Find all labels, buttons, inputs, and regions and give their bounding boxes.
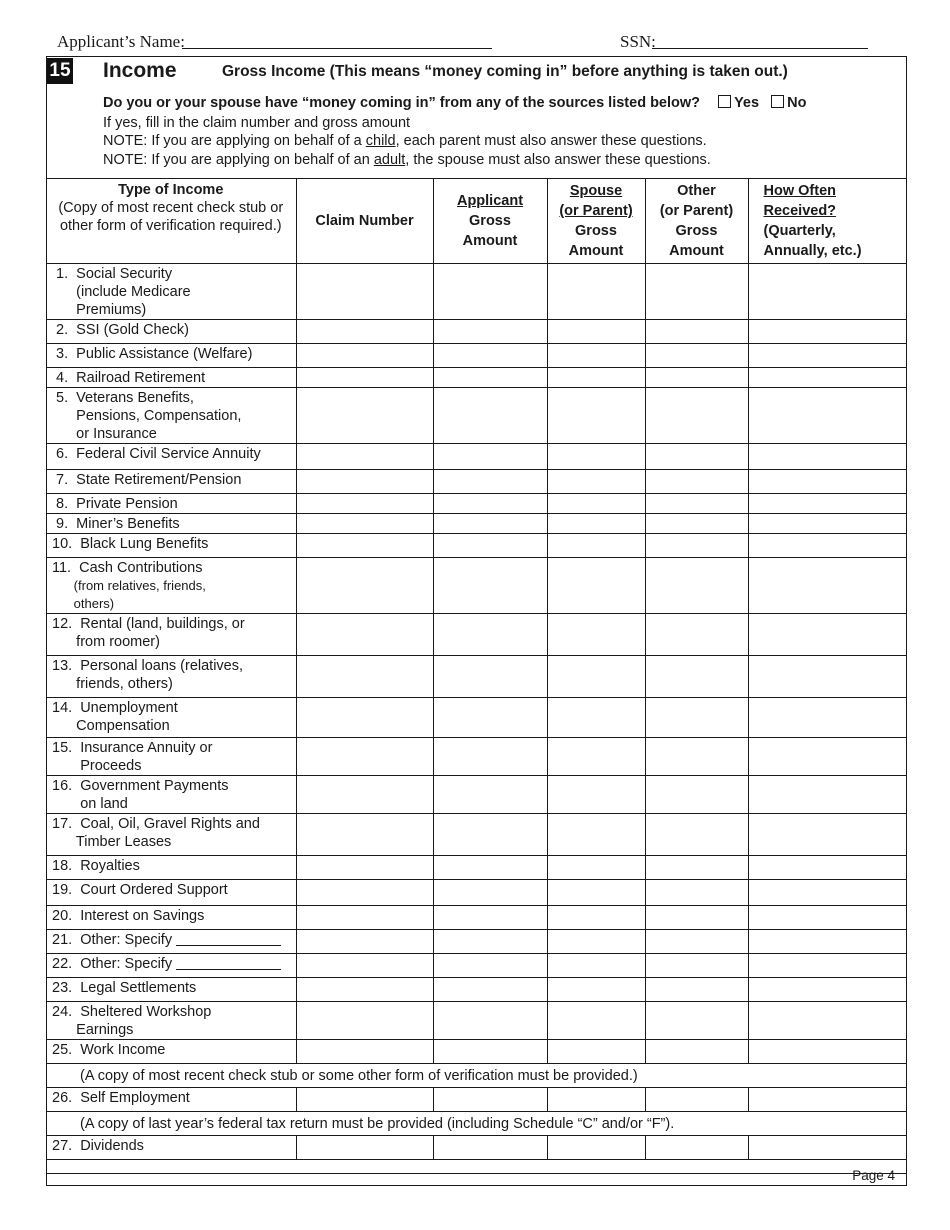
cell-spouse-amount[interactable] <box>547 930 645 954</box>
cell-spouse-amount[interactable] <box>547 368 645 388</box>
cell-applicant-amount[interactable] <box>433 930 547 954</box>
income-type-text: 15. Insurance Annuity or Proceeds <box>52 740 213 774</box>
cell-applicant-amount[interactable] <box>433 1002 547 1040</box>
cell-claim-number[interactable] <box>296 738 433 776</box>
cell-applicant-amount[interactable] <box>433 776 547 814</box>
note-adult <box>103 152 711 168</box>
table-row <box>46 856 907 880</box>
cell-applicant-amount[interactable] <box>433 344 547 368</box>
table-header-row <box>46 179 907 264</box>
cell-spouse-amount[interactable] <box>547 558 645 614</box>
cell-claim-number[interactable] <box>296 1002 433 1040</box>
cell-spouse-amount[interactable] <box>547 1002 645 1040</box>
specify-field[interactable] <box>176 931 281 946</box>
cell-applicant-amount[interactable] <box>433 264 547 320</box>
cell-other-amount[interactable] <box>645 978 748 1002</box>
cell-applicant-amount[interactable] <box>433 856 547 880</box>
cell-other-amount[interactable] <box>645 738 748 776</box>
table-row <box>46 930 907 954</box>
cell-applicant-amount[interactable] <box>433 814 547 856</box>
table-row <box>46 494 907 514</box>
cell-other-amount[interactable] <box>645 368 748 388</box>
header-applicant-l2: Gross <box>469 213 511 229</box>
cell-how-often[interactable] <box>748 320 907 344</box>
cell-spouse-amount[interactable] <box>547 738 645 776</box>
income-type-text: 10. Black Lung Benefits <box>52 536 209 552</box>
income-type-label <box>46 906 296 930</box>
cell-spouse-amount[interactable] <box>547 954 645 978</box>
cell-spouse-amount[interactable] <box>547 1040 645 1064</box>
section-title: Income <box>103 59 177 82</box>
cell-spouse-amount[interactable] <box>547 814 645 856</box>
table-row <box>46 344 907 368</box>
table-row <box>46 470 907 494</box>
cell-how-often[interactable] <box>748 880 907 906</box>
income-type-label <box>46 558 296 614</box>
cell-spouse-amount[interactable] <box>547 320 645 344</box>
cell-how-often[interactable] <box>748 1136 907 1160</box>
table-row <box>46 880 907 906</box>
self-employment-note <box>46 1112 907 1136</box>
cell-how-often[interactable] <box>748 954 907 978</box>
instruction-text: If yes, fill in the claim number and gross amount <box>103 115 411 131</box>
income-type-text: 5. Veterans Benefits, Pensions, Compensation, or Insurance <box>56 390 242 442</box>
cell-how-often[interactable] <box>748 534 907 558</box>
cell-spouse-amount[interactable] <box>547 470 645 494</box>
income-type-text: 24. Sheltered Workshop Earnings <box>52 1004 212 1038</box>
income-type-text: 6. Federal Civil Service Annuity <box>52 446 261 462</box>
cell-claim-number[interactable] <box>296 388 433 444</box>
income-type-label <box>46 388 296 444</box>
cell-other-amount[interactable] <box>645 614 748 656</box>
cell-other-amount[interactable] <box>645 534 748 558</box>
cell-other-amount[interactable] <box>645 494 748 514</box>
cell-applicant-amount[interactable] <box>433 1136 547 1160</box>
income-type-label <box>46 880 296 906</box>
table-row <box>46 264 907 320</box>
income-type-text: 11. Cash Contributions <box>52 560 203 576</box>
note-child-prefix: NOTE: If you are applying on behalf of a <box>103 133 366 149</box>
income-type-text: 25. Work Income <box>52 1042 166 1058</box>
header-often-l2: Received? <box>763 203 837 219</box>
cell-applicant-amount[interactable] <box>433 656 547 698</box>
income-type-text: 4. Railroad Retirement <box>52 370 206 386</box>
applicant-name-field[interactable] <box>182 48 492 49</box>
cell-spouse-amount[interactable] <box>547 906 645 930</box>
cell-how-often[interactable] <box>748 1040 907 1064</box>
cell-spouse-amount[interactable] <box>547 978 645 1002</box>
table-row <box>46 954 907 978</box>
income-type-label <box>46 470 296 494</box>
income-type-label <box>46 1002 296 1040</box>
cell-claim-number[interactable] <box>296 698 433 738</box>
income-type-label <box>46 856 296 880</box>
cell-other-amount[interactable] <box>645 698 748 738</box>
header-applicant-l3: Amount <box>462 233 518 249</box>
income-type-label <box>46 320 296 344</box>
table-row <box>46 1040 907 1064</box>
cell-claim-number[interactable] <box>296 264 433 320</box>
cell-applicant-amount[interactable] <box>433 388 547 444</box>
cell-spouse-amount[interactable] <box>547 534 645 558</box>
income-type-text: 20. Interest on Savings <box>52 908 205 924</box>
cell-claim-number[interactable] <box>296 320 433 344</box>
cell-other-amount[interactable] <box>645 880 748 906</box>
cell-applicant-amount[interactable] <box>433 906 547 930</box>
ssn-field[interactable] <box>652 48 868 49</box>
cell-applicant-amount[interactable] <box>433 738 547 776</box>
cell-applicant-amount[interactable] <box>433 954 547 978</box>
income-type-label <box>46 344 296 368</box>
table-row <box>46 906 907 930</box>
section-number: 15 <box>47 58 73 84</box>
table-row <box>46 698 907 738</box>
cell-claim-number[interactable] <box>296 368 433 388</box>
header-type-title: Type of Income <box>118 182 224 198</box>
header-other <box>645 179 748 264</box>
income-type-label: 27. Dividends <box>46 1136 296 1160</box>
table-row <box>46 388 907 444</box>
cell-how-often[interactable] <box>748 1088 907 1112</box>
cell-applicant-amount[interactable] <box>433 514 547 534</box>
cell-applicant-amount[interactable] <box>433 978 547 1002</box>
cell-other-amount[interactable] <box>645 656 748 698</box>
table-row <box>46 558 907 614</box>
income-type-label <box>46 656 296 698</box>
note-child <box>103 133 707 149</box>
cell-applicant-amount[interactable] <box>433 1088 547 1112</box>
cell-claim-number[interactable] <box>296 1040 433 1064</box>
cell-spouse-amount[interactable] <box>547 494 645 514</box>
cell-claim-number[interactable] <box>296 470 433 494</box>
cell-claim-number[interactable] <box>296 776 433 814</box>
cell-other-amount[interactable] <box>645 264 748 320</box>
yes-checkbox[interactable] <box>718 95 731 108</box>
income-type-text: 9. Miner’s Benefits <box>52 516 180 532</box>
no-checkbox[interactable] <box>771 95 784 108</box>
section-subtitle: Gross Income (This means “money coming in” before anything is taken out.) <box>222 63 788 80</box>
cell-applicant-amount[interactable] <box>433 320 547 344</box>
cell-applicant-amount[interactable] <box>433 368 547 388</box>
cell-applicant-amount[interactable] <box>433 614 547 656</box>
cell-spouse-amount[interactable] <box>547 388 645 444</box>
cell-other-amount[interactable] <box>645 856 748 880</box>
header-other-l4: Amount <box>669 243 724 259</box>
header-other-l1: Other <box>677 183 716 199</box>
cell-applicant-amount[interactable] <box>433 534 547 558</box>
table-row <box>46 814 907 856</box>
table-row <box>46 320 907 344</box>
cell-spouse-amount[interactable] <box>547 776 645 814</box>
income-type-text: 3. Public Assistance (Welfare) <box>52 346 253 362</box>
no-label: No <box>787 95 807 111</box>
cell-how-often[interactable] <box>748 930 907 954</box>
ssn-label: SSN: <box>620 32 656 51</box>
income-type-text: 23. Legal Settlements <box>52 980 197 996</box>
header-spouse-l3: Gross <box>575 223 617 239</box>
note-child-word: child <box>365 133 396 149</box>
income-question-text: Do you or your spouse have “money coming in” from any of the sources listed below? <box>103 95 701 111</box>
cell-applicant-amount[interactable] <box>433 494 547 514</box>
cell-claim-number[interactable] <box>296 814 433 856</box>
cell-how-often[interactable] <box>748 558 907 614</box>
cell-other-amount[interactable] <box>645 558 748 614</box>
cell-spouse-amount[interactable] <box>547 856 645 880</box>
income-type-label <box>46 534 296 558</box>
cell-other-amount[interactable] <box>645 514 748 534</box>
cell-other-amount[interactable] <box>645 776 748 814</box>
header-applicant <box>433 179 547 264</box>
cell-claim-number[interactable] <box>296 614 433 656</box>
income-type-subtext: (from relatives, friends, others) <box>73 578 206 611</box>
cell-applicant-amount[interactable] <box>433 880 547 906</box>
note-adult-prefix: NOTE: If you are applying on behalf of an <box>103 152 374 168</box>
income-type-label <box>46 514 296 534</box>
cell-other-amount[interactable] <box>645 1040 748 1064</box>
table-footer-cell <box>46 1160 907 1174</box>
cell-how-often[interactable] <box>748 738 907 776</box>
income-type-text: 1. Social Security (include Medicare Premiums) <box>56 266 191 318</box>
cell-spouse-amount[interactable] <box>547 1136 645 1160</box>
cell-how-often[interactable] <box>748 444 907 470</box>
table-row <box>46 534 907 558</box>
header-claim-number: Claim Number <box>296 179 433 264</box>
income-type-label <box>46 264 296 320</box>
income-type-text: 14. Unemployment Compensation <box>52 700 178 734</box>
header-spouse-l4: Amount <box>568 243 624 259</box>
cell-applicant-amount[interactable] <box>433 1040 547 1064</box>
income-table <box>46 178 907 1174</box>
income-question <box>103 95 806 111</box>
table-row <box>46 978 907 1002</box>
cell-other-amount[interactable] <box>645 320 748 344</box>
cell-claim-number[interactable] <box>296 656 433 698</box>
cell-claim-number[interactable] <box>296 558 433 614</box>
cell-how-often[interactable] <box>748 978 907 1002</box>
cell-claim-number[interactable] <box>296 930 433 954</box>
cell-how-often[interactable] <box>748 344 907 368</box>
header-other-l3: Gross <box>675 223 718 239</box>
header-spouse-l1: Spouse <box>569 183 623 199</box>
cell-claim-number[interactable] <box>296 856 433 880</box>
cell-claim-number[interactable] <box>296 1136 433 1160</box>
income-type-text: 16. Government Payments on land <box>52 778 229 812</box>
note-child-suffix: , each parent must also answer these questions. <box>395 133 707 149</box>
cell-spouse-amount[interactable] <box>547 264 645 320</box>
cell-applicant-amount[interactable] <box>433 698 547 738</box>
cell-spouse-amount[interactable] <box>547 514 645 534</box>
table-row <box>46 776 907 814</box>
note-adult-word: adult <box>373 152 406 168</box>
yes-label: Yes <box>734 95 760 111</box>
income-type-text: 2. SSI (Gold Check) <box>52 322 189 338</box>
cell-claim-number[interactable] <box>296 978 433 1002</box>
cell-other-amount[interactable] <box>645 1002 748 1040</box>
cell-spouse-amount[interactable] <box>547 614 645 656</box>
income-type-label <box>46 776 296 814</box>
cell-claim-number[interactable] <box>296 906 433 930</box>
income-type-text: 7. State Retirement/Pension <box>52 472 242 488</box>
header-spouse-l2: (or Parent) <box>559 203 633 219</box>
cell-how-often[interactable] <box>748 388 907 444</box>
income-type-text: 8. Private Pension <box>52 496 178 512</box>
cell-other-amount[interactable] <box>645 814 748 856</box>
applicant-header <box>0 30 950 52</box>
self-employment-note-text: (A copy of last year’s federal tax return must be provided (including Schedule “C” and/or “F”). <box>46 1112 907 1136</box>
header-often-l1: How Often <box>763 183 836 199</box>
cell-claim-number[interactable] <box>296 534 433 558</box>
cell-applicant-amount[interactable] <box>433 558 547 614</box>
income-type-label <box>46 698 296 738</box>
table-row <box>46 1088 907 1112</box>
cell-claim-number[interactable] <box>296 344 433 368</box>
table-row <box>46 514 907 534</box>
cell-other-amount[interactable] <box>645 444 748 470</box>
header-often-l3: (Quarterly, <box>763 223 836 239</box>
table-row <box>46 368 907 388</box>
cell-other-amount[interactable] <box>645 470 748 494</box>
cell-spouse-amount[interactable] <box>547 698 645 738</box>
cell-claim-number[interactable] <box>296 444 433 470</box>
cell-other-amount[interactable] <box>645 1088 748 1112</box>
note-adult-suffix: , the spouse must also answer these questions. <box>405 152 711 168</box>
income-type-text: 12. Rental (land, buildings, or from roomer) <box>52 616 245 650</box>
income-type-text: 22. Other: Specify <box>52 956 177 972</box>
cell-spouse-amount[interactable] <box>547 880 645 906</box>
income-type-label: 26. Self Employment <box>46 1088 296 1112</box>
cell-applicant-amount[interactable] <box>433 444 547 470</box>
cell-how-often[interactable] <box>748 776 907 814</box>
header-how-often <box>748 179 907 264</box>
cell-other-amount[interactable] <box>645 344 748 368</box>
cell-other-amount[interactable] <box>645 1136 748 1160</box>
cell-how-often[interactable] <box>748 264 907 320</box>
header-type-of-income <box>46 179 296 264</box>
header-applicant-l1: Applicant <box>456 193 524 209</box>
cell-applicant-amount[interactable] <box>433 470 547 494</box>
cell-claim-number[interactable] <box>296 514 433 534</box>
table-footer-row <box>46 1160 907 1174</box>
cell-claim-number[interactable] <box>296 1088 433 1112</box>
applicant-name-label: Applicant’s Name: <box>57 32 185 51</box>
table-row <box>46 738 907 776</box>
cell-how-often[interactable] <box>748 1002 907 1040</box>
cell-how-often[interactable] <box>748 814 907 856</box>
income-type-label <box>46 614 296 656</box>
income-type-text: 17. Coal, Oil, Gravel Rights and Timber Leases <box>52 816 260 850</box>
income-type-label <box>46 368 296 388</box>
income-type-label <box>46 954 296 978</box>
work-income-note-text: (A copy of most recent check stub or some other form of verification must be provided.) <box>46 1064 907 1088</box>
cell-spouse-amount[interactable] <box>547 656 645 698</box>
income-type-label <box>46 494 296 514</box>
work-income-note <box>46 1064 907 1088</box>
income-type-label <box>46 978 296 1002</box>
header-type-desc: (Copy of most recent check stub or other form of verification required.) <box>58 200 284 234</box>
header-often-l4: Annually, etc.) <box>763 243 862 259</box>
income-type-label <box>46 1040 296 1064</box>
income-type-text: 13. Personal loans (relatives, friends, others) <box>52 658 244 692</box>
header-other-l2: (or Parent) <box>659 203 734 219</box>
cell-how-often[interactable] <box>748 698 907 738</box>
cell-spouse-amount[interactable] <box>547 444 645 470</box>
cell-how-often[interactable] <box>748 470 907 494</box>
income-type-label <box>46 930 296 954</box>
income-type-text: 21. Other: Specify <box>52 932 177 948</box>
cell-how-often[interactable] <box>748 656 907 698</box>
cell-how-often[interactable] <box>748 906 907 930</box>
table-row <box>46 1002 907 1040</box>
income-type-label <box>46 444 296 470</box>
table-row <box>46 444 907 470</box>
cell-other-amount[interactable] <box>645 930 748 954</box>
income-type-text: 18. Royalties <box>52 858 140 874</box>
cell-other-amount[interactable] <box>645 906 748 930</box>
cell-spouse-amount[interactable] <box>547 1088 645 1112</box>
specify-field[interactable] <box>176 955 281 970</box>
cell-claim-number[interactable] <box>296 494 433 514</box>
cell-other-amount[interactable] <box>645 388 748 444</box>
cell-how-often[interactable] <box>748 494 907 514</box>
page-number: Page 4 <box>852 1168 895 1183</box>
cell-spouse-amount[interactable] <box>547 344 645 368</box>
table-row <box>46 656 907 698</box>
cell-claim-number[interactable] <box>296 954 433 978</box>
table-row <box>46 1136 907 1160</box>
cell-other-amount[interactable] <box>645 954 748 978</box>
header-spouse <box>547 179 645 264</box>
income-type-label <box>46 814 296 856</box>
cell-how-often[interactable] <box>748 368 907 388</box>
cell-claim-number[interactable] <box>296 880 433 906</box>
income-type-text: 19. Court Ordered Support <box>52 882 228 898</box>
cell-how-often[interactable] <box>748 614 907 656</box>
income-type-label <box>46 738 296 776</box>
table-row <box>46 614 907 656</box>
cell-how-often[interactable] <box>748 514 907 534</box>
cell-how-often[interactable] <box>748 856 907 880</box>
